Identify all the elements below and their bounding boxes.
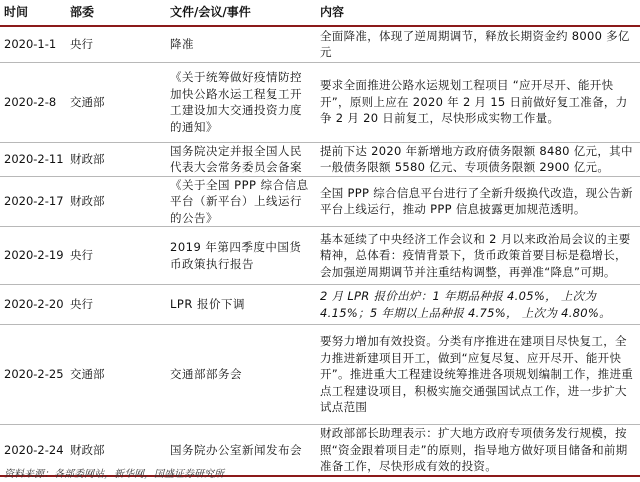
row-file: 交通部部务会 [166,325,316,425]
row-content: 要求全面推进公路水运规划工程项目 “应开尽开、能开快开”，原则上应在 2020 年 2 月 15 日前做好复工准备，力争 2 月 20 日前复工，尽快形成实物工作量。 [316,62,640,142]
row-date: 2020-2-20 [0,285,66,325]
row-date: 2020-2-19 [0,227,66,285]
row-dept: 财政部 [66,176,166,227]
header-row [0,0,640,26]
row-file: 2019 年第四季度中国货币政策执行报告 [166,227,316,285]
row-content: 基本延续了中央经济工作会议和 2 月以来政治局会议的主要精神，总体看：疫情背景下，货币政策首要目标是稳增长，会加强逆周期调节并注重结构调整，再弹准“降息”可期。 [316,227,640,285]
row-dept: 财政部 [66,142,166,176]
row-date: 2020-2-17 [0,176,66,227]
source-note: 资料来源：各部委网站，新华网，国盛证券研究所 [4,469,224,480]
table-row [0,227,640,285]
table-row [0,62,640,142]
row-content: 财政部部长助理表示：扩大地方政府专项债务发行规模，按照“资金跟着项目走”的原则，指导地方做好项目储备和前期准备工作，尽快形成有效的投资。 [316,425,640,476]
table-body [0,26,640,476]
header-body: 内容 [316,0,640,26]
row-content: 全国 PPP 综合信息平台进行了全新升级换代改造，现公告新平台上线运行，推动 PPP 信息披露更加规范透明。 [316,176,640,227]
header-dept: 部委 [66,0,166,26]
row-file: 国务院决定并报全国人民代表大会常务委员会备案 [166,142,316,176]
row-file: 《关于全国 PPP 综合信息平台（新平台）上线运行的公告》 [166,176,316,227]
table-row [0,325,640,425]
table-row [0,176,640,227]
row-dept: 央行 [66,227,166,285]
row-file: 《关于统筹做好疫情防控加快公路水运工程复工开工建设加大交通投资力度的通知》 [166,62,316,142]
table-row [0,142,640,176]
row-file: 降准 [166,26,316,62]
row-dept: 央行 [66,285,166,325]
row-file: 国务院办公室新闻发布会 [166,425,316,476]
table-row [0,285,640,325]
row-content: 全面降准，体现了逆周期调节，释放长期资金约 8000 多亿元 [316,26,640,62]
row-dept: 财政部 [66,425,166,476]
header-file: 文件/会议/事件 [166,0,316,26]
row-date: 2020-2-8 [0,62,66,142]
row-content: 要努力增加有效投资。分类有序推进在建项目尽快复工，全力推进新建项目开工，做到“应复尽复、应开尽开、能开快开”。推进重大工程建设统筹推进各项规划编制工作，推进重点工程建设项目，积极实施交通强国试点工作，进一步扩大试点范围 [316,325,640,425]
row-dept: 交通部 [66,62,166,142]
row-file: LPR 报价下调 [166,285,316,325]
row-date: 2020-1-1 [0,26,66,62]
row-content: 2 月 LPR 报价出炉：1 年期品种报 4.05%， 上次为 4.15%；5 年期以上品种报 4.75%， 上次为 4.80%。 [316,285,640,325]
row-dept: 央行 [66,26,166,62]
header-date: 时间 [0,0,66,26]
row-dept: 交通部 [66,325,166,425]
row-content: 提前下达 2020 年新增地方政府债务限额 8480 亿元，其中一般债务限额 5580 亿元、专项债务限额 2900 亿元。 [316,142,640,176]
table-header [0,0,640,26]
table-row [0,26,640,62]
row-date: 2020-2-11 [0,142,66,176]
row-date: 2020-2-25 [0,325,66,425]
row-date: 2020-2-24 [0,425,66,476]
